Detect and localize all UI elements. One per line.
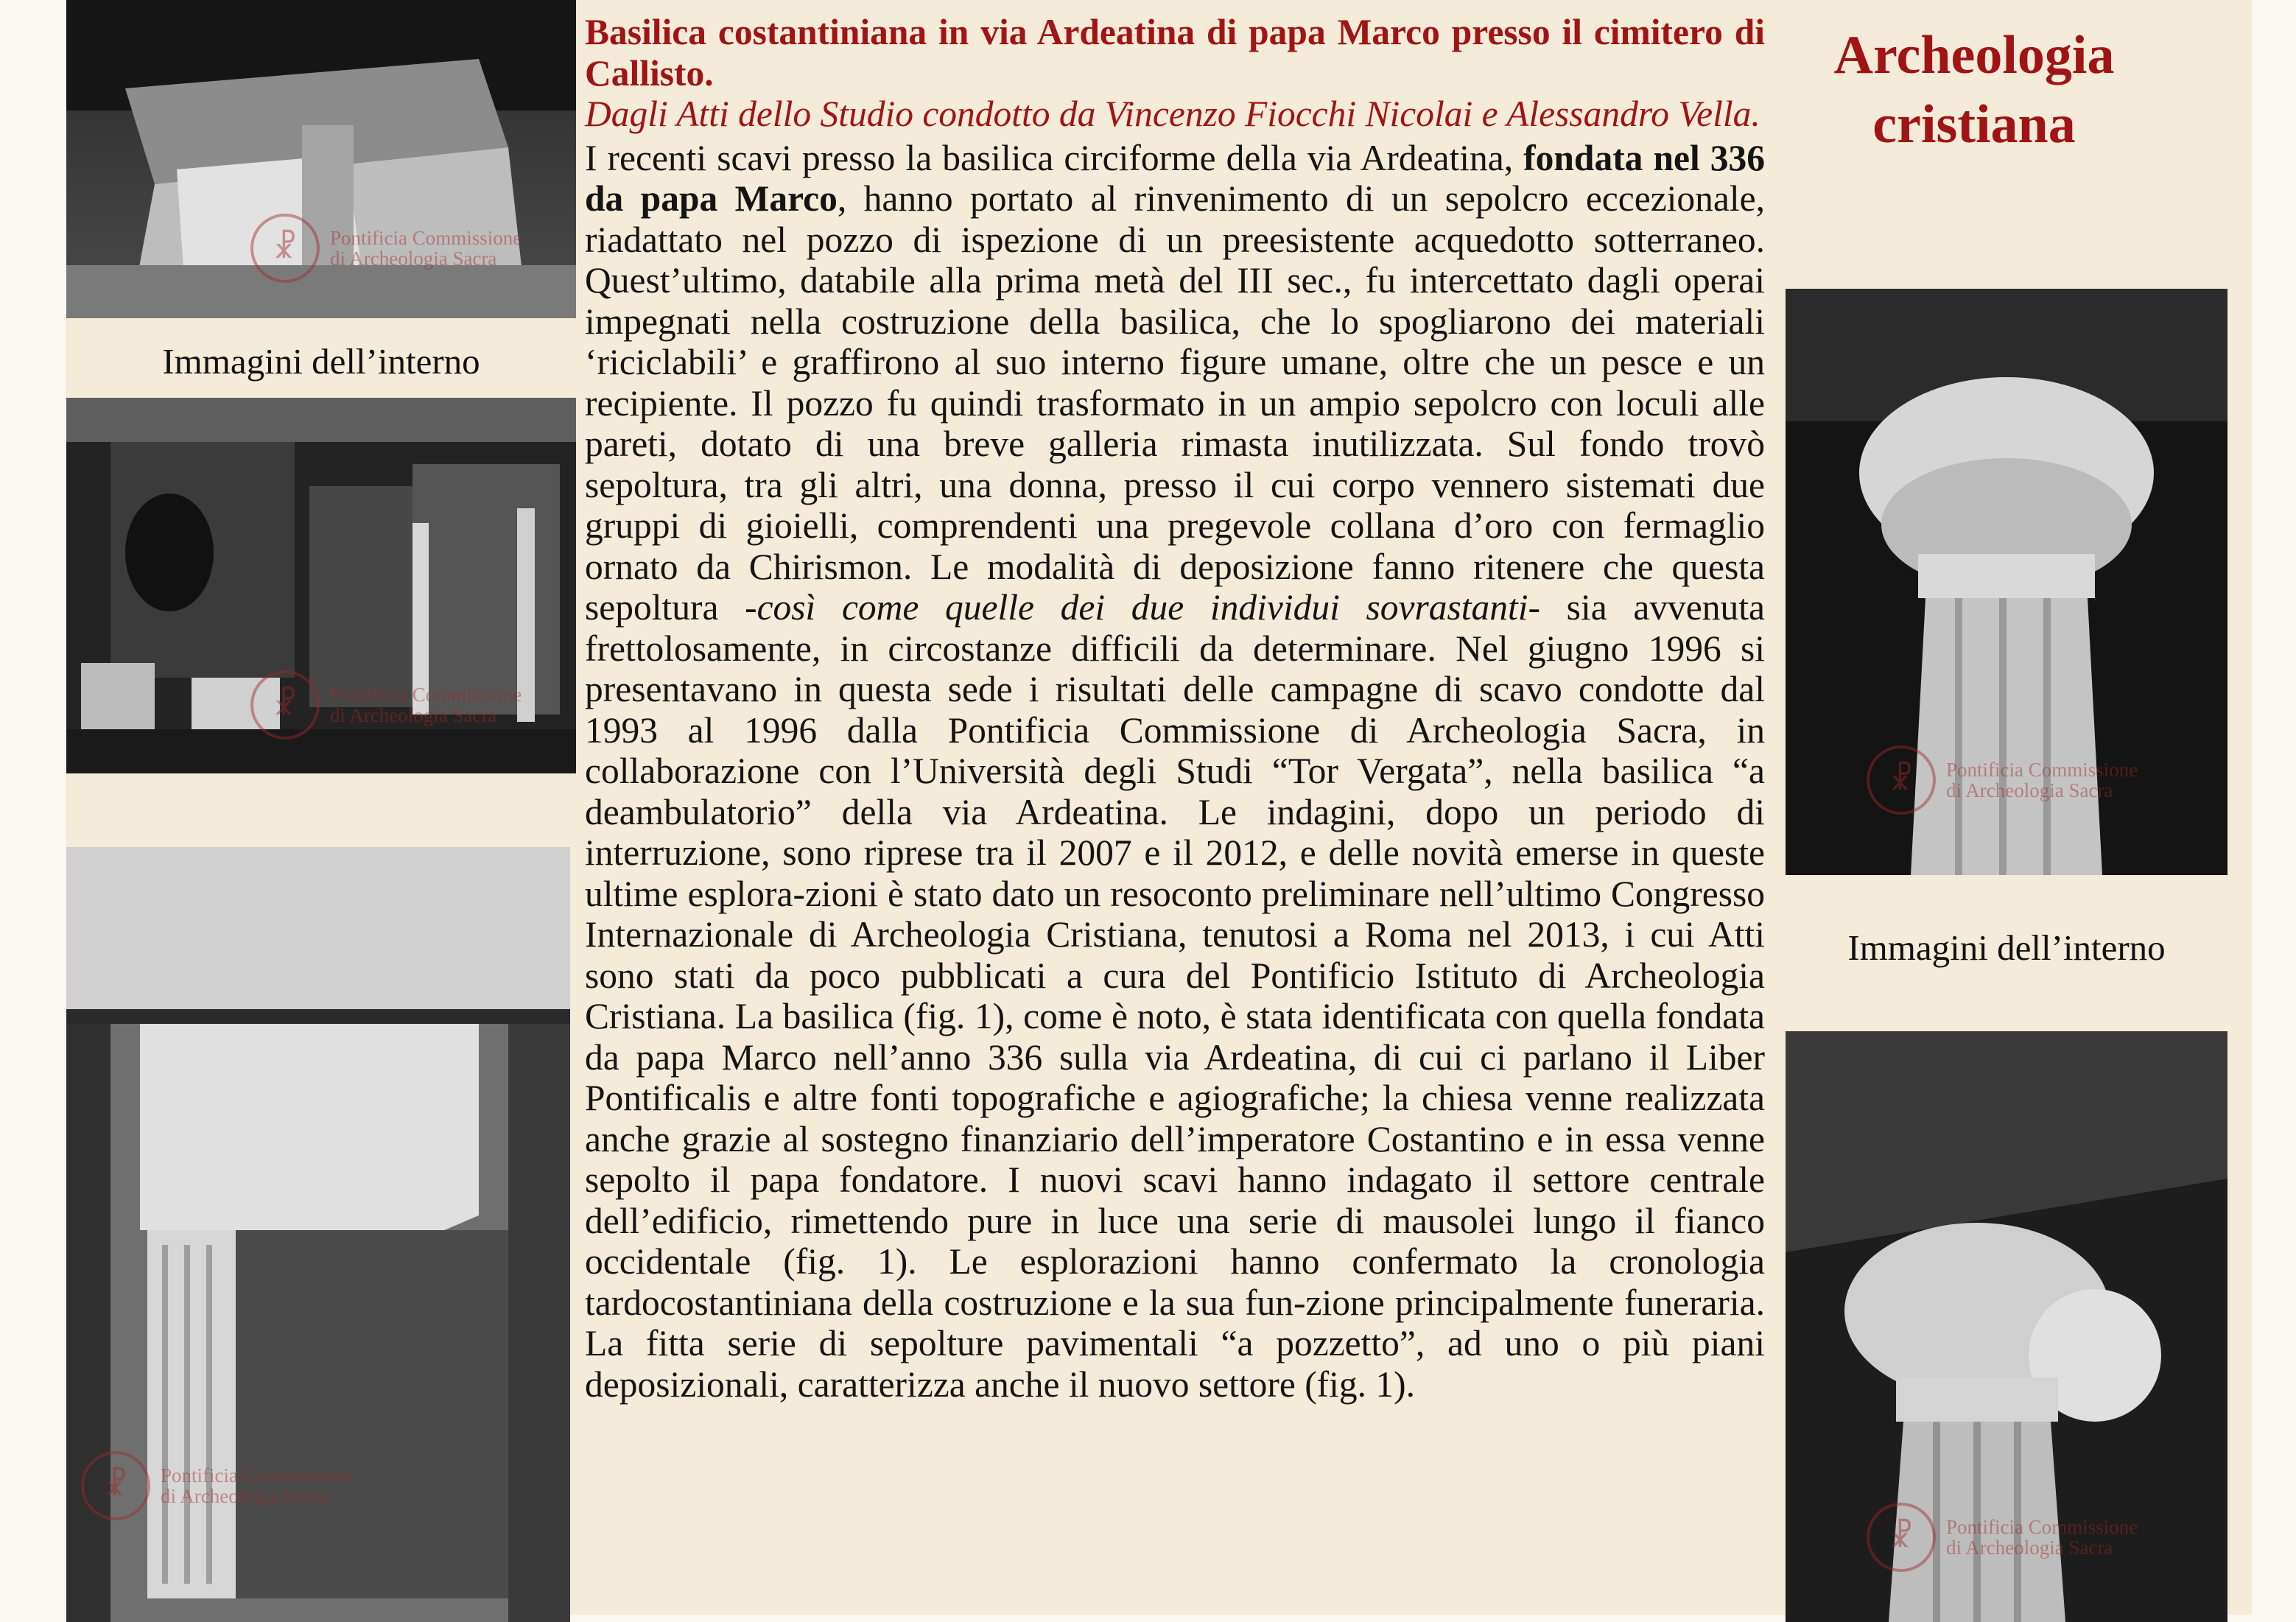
seal-icon: ☧ xyxy=(1867,1503,1936,1572)
body-text: sia avvenuta frettolosamente, in circostanze difficili da determinare. Nel giugno 1996 si presentavano in questa sede i risultati delle campagne di scavo condotte dal 1993 al 1996 dalla Pontificia Commissione di Archeologia Sacra, in collaborazione con l’Università degli Studi “Tor Vergata”, nella basilica “a deambulatorio” della via Ardeatina. Le indagini, dopo un periodo di interruzione, sono riprese tra il 2007 e il 2012, e delle novità emerse in queste ultime esplora-zioni è stato dato un resoconto preliminare nell’ultimo Congresso Internazionale di Archeologia Cristiana, tenutosi a Roma nel 2013, i cui Atti sono stati da poco pubblicati a cura del Pontificio Istituto di Archeologia Cristiana. La basilica (fig. 1), come è noto, è stata identificata con quella fondata da papa Marco nell’anno 336 sulla via Ardeatina, di cui ci parlano il Liber Pontificalis e altre fonti topografiche e agiografiche; la chiesa venne realizzata anche grazie al sostegno finanziario dell’imperatore Costantino e in essa venne sepolto il papa fondatore. I nuovi scavi hanno indagato il settore centrale dell’edificio, rimettendo pure in luce una serie di mausolei lungo il fianco occidentale (fig. 1). Le esplorazioni hanno confermato la cronologia tardocostantiniana della costruzione e la sua fun-zione principalmente funeraria. La fitta serie di sepolture pavimentali “a pozzetto”, ad uno o più piani deposizionali, caratterizza anche il nuovo settore (fig. 1). xyxy=(585,587,1765,1405)
seal-icon: ☧ xyxy=(250,214,320,283)
photo-capital-1 xyxy=(1786,289,2227,875)
article-body xyxy=(585,138,1765,1405)
article-headline: Basilica costantiniana in via Ardeatina di papa Marco presso il cimitero di Callisto. xyxy=(585,12,1765,94)
watermark-stamp: ☧ Pontificia Commissione di Archeologia Sacra xyxy=(1867,1503,2138,1572)
photo-capital-2 xyxy=(1786,1031,2227,1622)
watermark-stamp: ☧ Pontificia Commissione di Archeologia Sacra xyxy=(250,670,522,740)
watermark-stamp: ☧ Pontificia Commissione di Archeologia Sacra xyxy=(1867,745,2138,815)
seal-icon: ☧ xyxy=(1867,745,1936,815)
photo-stone-doorway xyxy=(66,847,570,1622)
watermark-stamp: ☧ Pontificia Commissione di Archeologia Sacra xyxy=(81,1451,352,1520)
caption-right: Immagini dell’interno xyxy=(1847,927,2166,968)
article-byline: Dagli Atti dello Studio condotto da Vincenzo Fiocchi Nicolai e Alessandro Vella. xyxy=(585,94,1760,134)
body-text: I recenti scavi presso la basilica circiforme della via Ardeatina, xyxy=(585,137,1524,178)
photo-sarcophagus xyxy=(66,0,576,318)
page-margin-right xyxy=(2252,0,2296,1622)
caption-left: Immagini dell’interno xyxy=(162,341,480,382)
body-text: , hanno portato al rinvenimento di un sepolcro eccezionale, riadattato nel pozzo di ispezione di un preesistente acquedotto sotterraneo. Quest’ultimo, databile alla prima metà del III sec., fu intercettato dagli operai impegnati nella costruzione della basilica, che lo spogliarono dei materiali ‘riciclabili’ e graffirono al suo interno figure umane, oltre che un pesce e un recipiente. Il pozzo fu quindi trasformato in un ampio sepolcro con loculi alle pareti, dotato di una breve galleria rimasta inutilizzata. Sul fondo trovò sepoltura, tra gli altri, una donna, presso il cui corpo vennero sistemati due gruppi di gioielli, comprendenti una pregevole collana d’oro con fermaglio ornato da Chirismon. Le modalità di deposizione fanno ritenere che questa sepoltura xyxy=(585,178,1765,628)
seal-icon: ☧ xyxy=(81,1451,150,1520)
page-margin-left xyxy=(0,0,66,1622)
section-title: Archeologia cristiana xyxy=(1833,25,2115,155)
body-bold: fondata nel 336 da papa Marco xyxy=(585,137,1766,219)
body-italic: -così come quelle dei due individui sovrastanti- xyxy=(745,587,1541,628)
photo-interior-columns xyxy=(66,398,576,773)
article xyxy=(585,12,1765,1405)
watermark-stamp: ☧ Pontificia Commissione di Archeologia Sacra xyxy=(250,214,522,283)
seal-icon: ☧ xyxy=(250,670,320,740)
